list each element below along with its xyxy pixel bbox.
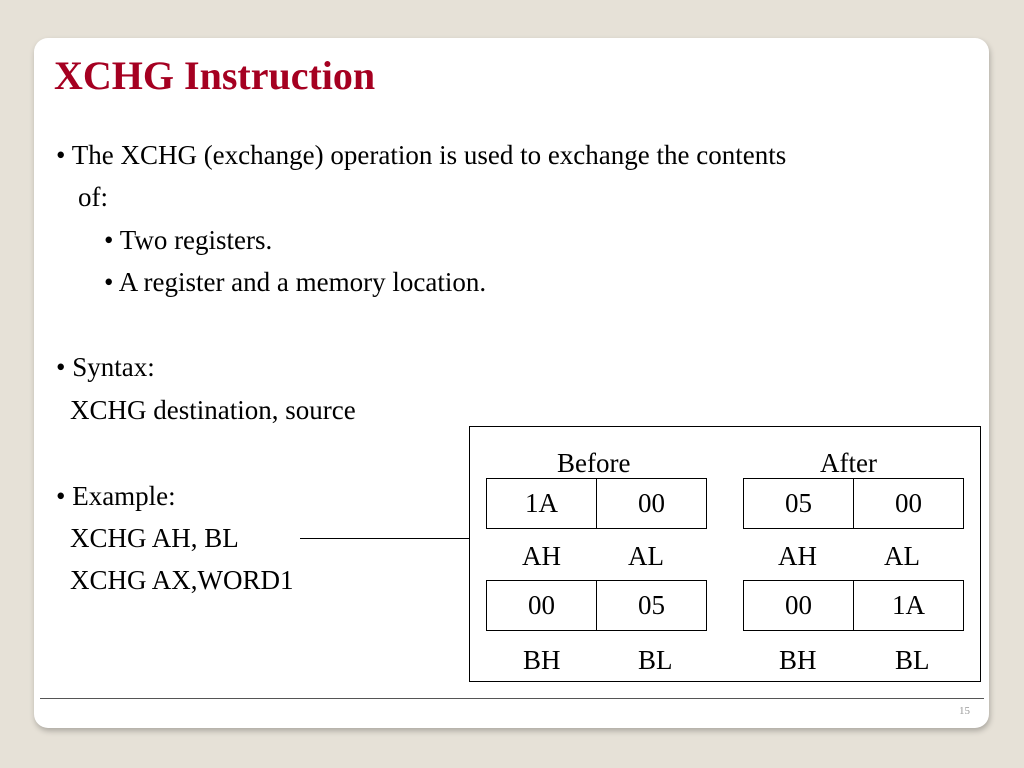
connector-line xyxy=(300,538,470,539)
before-ah-label: AH xyxy=(522,541,561,571)
slide-title: XCHG Instruction xyxy=(54,53,376,98)
after-bh-label: BH xyxy=(779,645,817,675)
before-bl-label: BL xyxy=(638,645,673,675)
bullet-syntax: • Syntax: xyxy=(56,352,155,382)
before-bl-cell: 05 xyxy=(596,580,707,631)
sub-bullet-two-registers: • Two registers. xyxy=(104,225,273,255)
before-al-label: AL xyxy=(628,541,664,571)
before-ah-cell: 1A xyxy=(486,478,597,529)
syntax-text: XCHG destination, source xyxy=(70,395,356,425)
after-bl-label: BL xyxy=(895,645,930,675)
footer-divider xyxy=(40,698,984,699)
after-bh-cell: 00 xyxy=(743,580,854,631)
after-al-label: AL xyxy=(884,541,920,571)
after-al-cell: 00 xyxy=(853,478,964,529)
before-bh-label: BH xyxy=(523,645,561,675)
before-bh-cell: 00 xyxy=(486,580,597,631)
before-label: Before xyxy=(557,448,631,478)
bullet-example: • Example: xyxy=(56,481,176,511)
page-number: 15 xyxy=(959,705,970,717)
bullet-exchange-line1: • The XCHG (exchange) operation is used to exchange the contents xyxy=(56,140,787,170)
after-ah-label: AH xyxy=(778,541,817,571)
example-line-1: XCHG AH, BL xyxy=(70,523,239,553)
after-bl-cell: 1A xyxy=(853,580,964,631)
after-label: After xyxy=(820,448,877,478)
bullet-exchange-line2: of: xyxy=(78,182,108,212)
sub-bullet-register-memory: • A register and a memory location. xyxy=(104,267,487,297)
after-ah-cell: 05 xyxy=(743,478,854,529)
before-al-cell: 00 xyxy=(596,478,707,529)
example-line-2: XCHG AX,WORD1 xyxy=(70,565,294,595)
